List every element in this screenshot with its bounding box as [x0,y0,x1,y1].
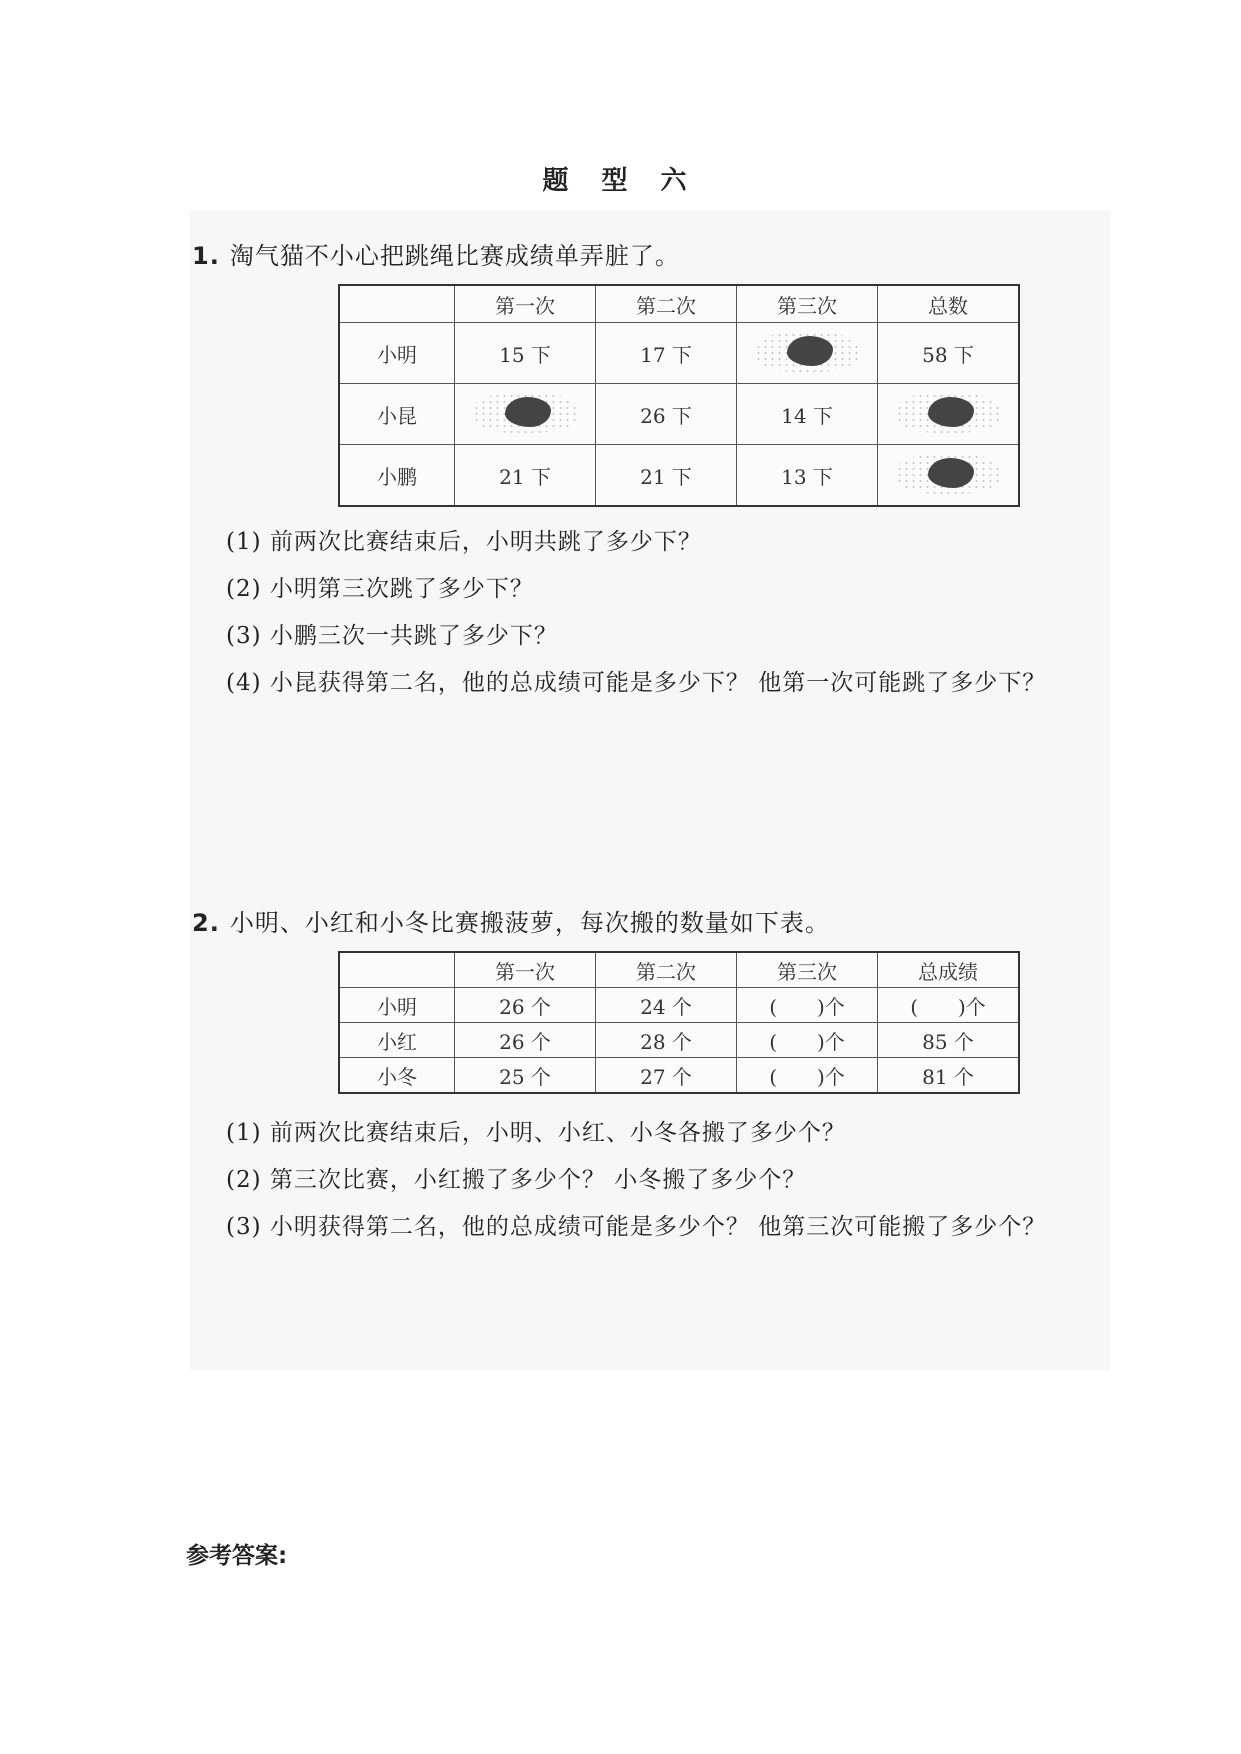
value-cell: 24 个 [596,988,737,1023]
name-cell: 小明 [339,323,455,384]
question-2-table [338,951,1020,1094]
blank-cell: ( )个 [878,988,1020,1023]
table-header-row [339,952,1019,988]
question-2-sub-3: (3) 小明获得第二名，他的总成绩可能是多少个？ 他第三次可能搬了多少个？ [226,1214,1047,1240]
value-cell: 14 下 [737,384,878,445]
question-2-sub-1: (1) 前两次比赛结束后，小明、小红、小冬各搬了多少个？ [226,1120,846,1146]
table-header-row [339,285,1019,323]
table-row [339,384,1019,445]
value-cell: 26 下 [596,384,737,445]
question-1-text: 淘气猫不小心把跳绳比赛成绩单弄脏了。 [229,242,680,270]
table-row [339,1023,1019,1058]
value-cell: 81 个 [878,1058,1020,1094]
name-cell: 小红 [339,1023,455,1058]
blank-cell: ( )个 [737,988,878,1023]
question-1-sub-3: (3) 小鹏三次一共跳了多少下？ [226,623,558,649]
header-cell: 第一次 [455,952,596,988]
table-row [339,988,1019,1023]
table-row [339,323,1019,384]
name-cell: 小冬 [339,1058,455,1094]
ink-smudge [888,448,1008,498]
value-cell: 21 下 [596,445,737,507]
value-cell: 26 个 [455,988,596,1023]
value-cell: 17 下 [596,323,737,384]
ink-smudge [747,326,867,376]
blank-cell: ( )个 [737,1023,878,1058]
question-2-sub-2: (2) 第三次比赛，小红搬了多少个？ 小冬搬了多少个？ [226,1167,807,1193]
question-1-table [338,284,1020,507]
header-cell [339,952,455,988]
question-2 [192,903,830,938]
header-cell: 第三次 [737,952,878,988]
question-2-number: 2. [192,909,220,937]
smudged-cell [455,384,596,445]
header-cell [339,285,455,323]
header-cell: 第三次 [737,285,878,323]
question-1-sub-2: (2) 小明第三次跳了多少下？ [226,576,534,602]
value-cell: 25 个 [455,1058,596,1094]
question-1-sub-4: (4) 小昆获得第二名，他的总成绩可能是多少下？ 他第一次可能跳了多少下？ [226,670,1047,696]
question-1 [192,236,680,271]
header-cell: 第二次 [596,285,737,323]
value-cell: 26 个 [455,1023,596,1058]
header-cell: 总成绩 [878,952,1020,988]
value-cell: 21 下 [455,445,596,507]
name-cell: 小明 [339,988,455,1023]
smudged-cell [878,445,1020,507]
value-cell: 28 个 [596,1023,737,1058]
value-cell: 15 下 [455,323,596,384]
table-row [339,1058,1019,1094]
value-cell: 58 下 [878,323,1020,384]
value-cell: 27 个 [596,1058,737,1094]
question-1-number: 1. [192,242,220,270]
ink-smudge [888,387,1008,437]
page-title: 题 型 六 [542,166,699,196]
answer-heading: 参考答案: [186,1543,288,1569]
ink-smudge [465,387,585,437]
question-1-sub-1: (1) 前两次比赛结束后，小明共跳了多少下？ [226,529,702,555]
smudged-cell [737,323,878,384]
smudged-cell [878,384,1020,445]
header-cell: 第二次 [596,952,737,988]
question-2-text: 小明、小红和小冬比赛搬菠萝，每次搬的数量如下表。 [229,909,830,937]
name-cell: 小鹏 [339,445,455,507]
header-cell: 第一次 [455,285,596,323]
header-cell: 总数 [878,285,1020,323]
table-row [339,445,1019,507]
name-cell: 小昆 [339,384,455,445]
value-cell: 13 下 [737,445,878,507]
blank-cell: ( )个 [737,1058,878,1094]
value-cell: 85 个 [878,1023,1020,1058]
